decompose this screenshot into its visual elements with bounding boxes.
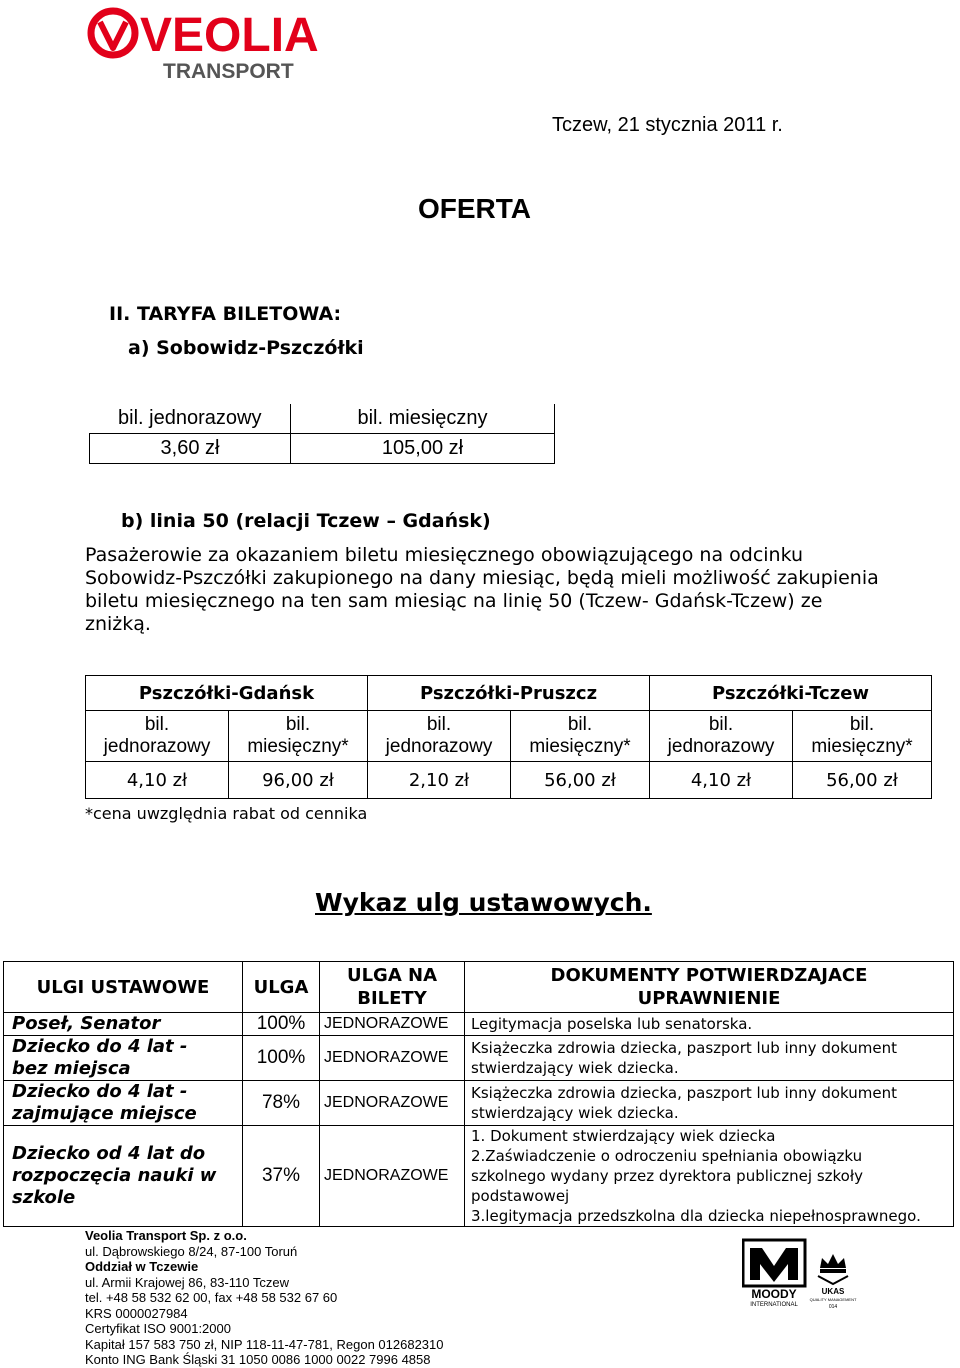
doc-line: Książeczka zdrowia dziecka, paszport lub inny dokument [471, 1039, 897, 1057]
ticket-type: JEDNORAZOWE [320, 1081, 465, 1126]
table-row [4, 1036, 954, 1081]
label-line: Dziecko do 4 lat - [12, 1036, 188, 1057]
ticket-type-line: bil. [285, 714, 311, 735]
price-note: *cena uwzględnia rabat od cennika [85, 804, 368, 823]
discount-percent: 78% [243, 1081, 320, 1126]
route-header-cell: Pszczółki-Tczew [650, 676, 932, 711]
ticket-type-cell [650, 711, 793, 762]
ticket-type: JEDNORAZOWE [320, 1013, 465, 1036]
ticket-type-cell [229, 711, 368, 762]
discounts-table [3, 961, 954, 1227]
ticket-type-line: bil. [567, 714, 593, 735]
ticket-type-cell [511, 711, 650, 762]
price-cell: 56,00 zł [511, 762, 650, 799]
table-header-cell [320, 962, 465, 1013]
doc-line: 3.legitymacja przedszkolna dla dziecka niepełnosprawnego. [471, 1207, 921, 1225]
discount-label [4, 1126, 243, 1227]
doc-line: 1. Dokument stwierdzający wiek dziecka [471, 1127, 776, 1145]
logo-brand: VEOLIA [140, 9, 319, 62]
price-cell: 3,60 zł [90, 434, 291, 464]
ukas-qm-text: QUALITY MANAGEMENT [809, 1297, 857, 1302]
discount-percent: 100% [243, 1013, 320, 1036]
moody-logo [743, 1240, 805, 1308]
price-cell: 96,00 zł [229, 762, 368, 799]
footer-line: KRS 0000027984 [85, 1305, 188, 1321]
discount-label [4, 1081, 243, 1126]
table-row [90, 404, 555, 434]
doc-line: szkolnego wydany przez dyrektora publicznej szkoły [471, 1167, 863, 1185]
moody-text: MOODY [751, 1287, 797, 1301]
table-row [4, 1081, 954, 1126]
discount-percent: 37% [243, 1126, 320, 1227]
discount-label [4, 1036, 243, 1081]
table-header-cell [465, 962, 954, 1013]
ticket-type-cell [86, 711, 229, 762]
route-header-cell: Pszczółki-Gdańsk [86, 676, 368, 711]
discount-percent: 100% [243, 1036, 320, 1081]
ticket-type-line: bil. [708, 714, 734, 735]
label-line: Poseł, Senator [12, 1013, 161, 1034]
tariff-table-b [85, 675, 932, 799]
logo-sub: TRANSPORT [163, 60, 294, 83]
ticket-type-line: bil. [144, 714, 170, 735]
discount-label [4, 1013, 243, 1036]
section-b-paragraph: Pasażerowie za okazaniem biletu miesięcznego obowiązującego na odcinku Sobowidz-Pszczółki zakupionego na dany miesiąc, będą mieli możliwość zakupienia biletu miesięcznego na ten sam miesiąc na linię 50 (Tczew- Gdańsk-Tczew) ze zniżką. [85, 544, 879, 635]
footer-line: Kapitał 157 583 750 zł, NIP 118-11-47-781, Regon 012682310 [85, 1336, 444, 1352]
table-row [90, 434, 555, 464]
ticket-type-line: miesięczny* [811, 736, 913, 757]
doc-line: Legitymacja poselska lub senatorska. [471, 1015, 753, 1033]
ticket-type: JEDNORAZOWE [320, 1036, 465, 1081]
footer-line: ul. Dąbrowskiego 8/24, 87-100 Toruń [85, 1243, 298, 1259]
ticket-type-line: bil. [426, 714, 452, 735]
label-line: szkole [12, 1187, 76, 1208]
doc-line: 2.Zaświadczenie o odroczeniu spełniania obowiązku [471, 1147, 863, 1165]
table-header-cell: bil. miesięczny [291, 404, 555, 434]
ticket-type-line: jednorazowy [103, 736, 211, 757]
doc-line: podstawowej [471, 1187, 570, 1205]
ticket-type-line: jednorazowy [667, 736, 775, 757]
header-line: ULGA NA [346, 965, 438, 986]
label-line: bez miejsca [12, 1058, 131, 1079]
ticket-type-line: bil. [849, 714, 875, 735]
required-documents [465, 1081, 954, 1126]
veolia-logo [86, 4, 346, 84]
label-line: rozpoczęcia nauki w [12, 1165, 217, 1186]
label-line: Dziecko do 4 lat - [12, 1081, 188, 1102]
table-row [86, 676, 932, 711]
crown-icon [818, 1254, 848, 1284]
header-line: BILETY [357, 988, 427, 1009]
required-documents [465, 1036, 954, 1081]
ticket-type-cell [368, 711, 511, 762]
footer-line: ul. Armii Krajowej 86, 83-110 Tczew [85, 1274, 290, 1290]
doc-line: Książeczka zdrowia dziecka, paszport lub inny dokument [471, 1084, 897, 1102]
ticket-type-cell [793, 711, 932, 762]
ukas-text: UKAS [821, 1287, 845, 1296]
price-cell: 105,00 zł [291, 434, 555, 464]
table-row [4, 1013, 954, 1036]
veolia-emblem-icon [91, 11, 135, 55]
doc-line: stwierdzający wiek dziecka. [471, 1104, 679, 1122]
document-date: Tczew, 21 stycznia 2011 r. [552, 114, 783, 136]
footer-line: tel. +48 58 532 62 00, fax +48 58 532 67 60 [85, 1290, 338, 1305]
table-row [86, 711, 932, 762]
header-line: DOKUMENTY POTWIERDZAJACE [550, 965, 868, 986]
ticket-type: JEDNORAZOWE [320, 1126, 465, 1227]
table-header-cell: ULGA [243, 962, 320, 1013]
footer-line: Konto ING Bank Śląski 31 1050 0086 1000 0022 7996 4858 [85, 1352, 431, 1367]
label-line: zajmujące miejsce [12, 1103, 197, 1124]
document-title: OFERTA [418, 193, 532, 224]
discounts-heading: Wykaz ulg ustawowych. [315, 888, 652, 917]
footer-line: Certyfikat ISO 9001:2000 [85, 1321, 231, 1336]
section-heading-a: a) Sobowidz-Pszczółki [128, 337, 364, 359]
table-header-cell: ULGI USTAWOWE [4, 962, 243, 1013]
table-header-cell: bil. jednorazowy [90, 404, 291, 434]
price-cell: 4,10 zł [650, 762, 793, 799]
tariff-table-a [89, 404, 555, 464]
price-cell: 2,10 zł [368, 762, 511, 799]
ticket-type-line: jednorazowy [385, 736, 493, 757]
company-footer [85, 1228, 444, 1368]
footer-branch: Oddział w Tczewie [85, 1259, 199, 1274]
ukas-number: 014 [828, 1304, 838, 1310]
header-line: UPRAWNIENIE [637, 988, 781, 1009]
doc-line: stwierdzający wiek dziecka. [471, 1059, 679, 1077]
required-documents [465, 1126, 954, 1227]
table-row [4, 962, 954, 1013]
footer-company-name: Veolia Transport Sp. z o.o. [85, 1228, 247, 1243]
section-heading-taryfa: II. TARYFA BILETOWA: [109, 303, 342, 325]
certification-logos [742, 1238, 858, 1310]
section-heading-b: b) linia 50 (relacji Tczew – Gdańsk) [121, 510, 491, 532]
label-line: Dziecko od 4 lat do [12, 1143, 206, 1164]
ticket-type-line: miesięczny* [247, 736, 349, 757]
route-header-cell: Pszczółki-Pruszcz [368, 676, 650, 711]
ticket-type-line: miesięczny* [529, 736, 631, 757]
table-row [86, 762, 932, 799]
price-cell: 4,10 zł [86, 762, 229, 799]
table-row [4, 1126, 954, 1227]
price-cell: 56,00 zł [793, 762, 932, 799]
ukas-logo [810, 1254, 857, 1310]
moody-intl-text: INTERNATIONAL [750, 1302, 798, 1308]
required-documents [465, 1013, 954, 1036]
